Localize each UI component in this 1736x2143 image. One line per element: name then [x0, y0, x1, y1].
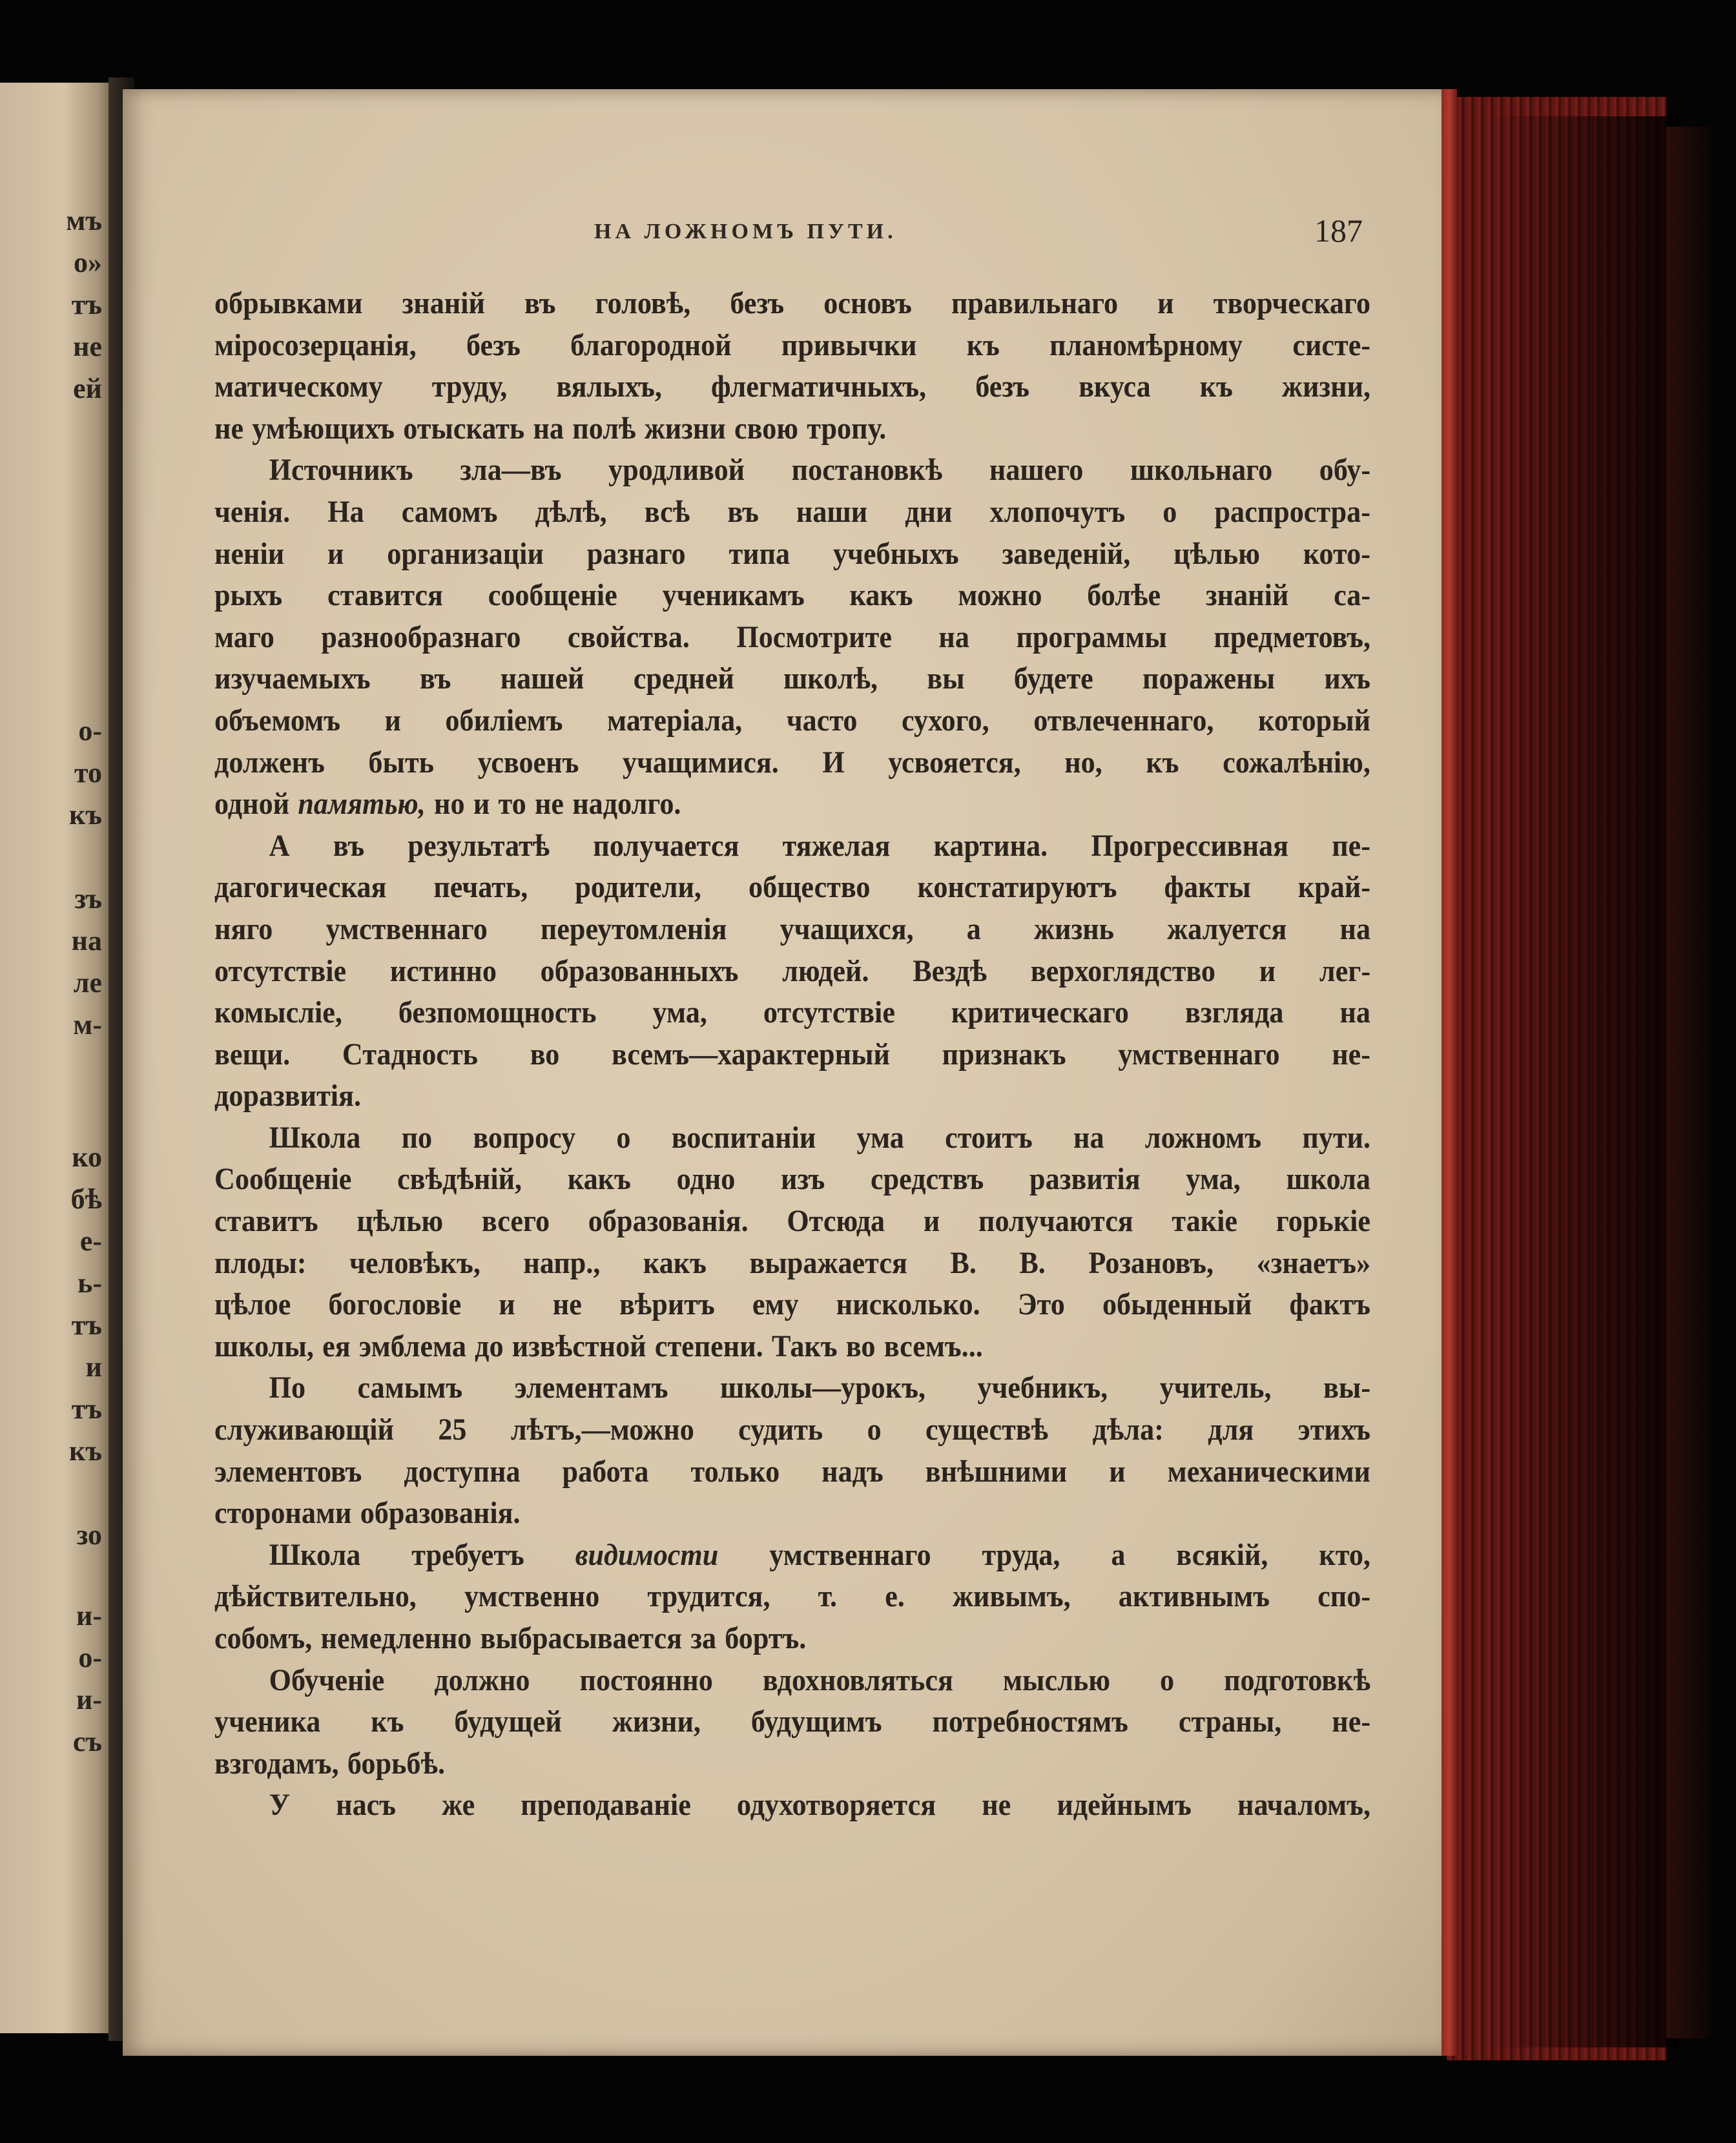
text-line: Сообщеніе свѣдѣній, какъ одно изъ средствъ развитія ума, школа	[214, 1162, 1370, 1197]
text-line: неніи и организаціи разнаго типа учебныхъ заведеній, цѣлью кото-	[214, 536, 1370, 571]
page-number: 187	[1314, 212, 1363, 249]
text-line: взгодамъ, борьбѣ.	[214, 1746, 445, 1781]
left-page-line-ending: тъ	[71, 289, 102, 320]
left-page-line-ending: е-	[79, 1225, 102, 1257]
text-line: Источникъ зла—въ уродливой постановкѣ нашего школьнаго обу-	[269, 453, 1371, 488]
text-line: элементовъ доступна работа только надъ внѣшними и механическими	[214, 1454, 1370, 1489]
text-line: рыхъ ставится сообщеніе ученикамъ какъ можно болѣе знаній са-	[214, 578, 1371, 613]
left-page-line-ending: къ	[68, 1435, 102, 1467]
text-line: Обученіе должно постоянно вдохновляться мыслью о подготовкѣ	[269, 1662, 1371, 1697]
text-line: міросозерцанія, безъ благородной привычки къ планомѣрному систе-	[214, 327, 1371, 362]
text-line: ставитъ цѣлью всего образованія. Отсюда и получаются такіе горькіе	[214, 1204, 1371, 1239]
left-page-line-ending: на	[71, 925, 102, 957]
text-line: Школа требуетъ видимости умственнаго труда, а всякій, кто,	[269, 1537, 1370, 1572]
text-line: одной памятью, но и то не надолго.	[214, 787, 681, 822]
left-page-line-ending: зо	[76, 1519, 102, 1551]
left-page-line-ending: о-	[78, 715, 102, 747]
left-page-line-ending: то	[74, 757, 102, 789]
book-cover-edge	[1666, 127, 1711, 2038]
text-line: А въ результатѣ получается тяжелая картина. Прогрессивная пе-	[269, 828, 1370, 863]
left-page-line-ending: тъ	[71, 1309, 102, 1341]
text-line: долженъ быть усвоенъ учащимися. И усвояется, но, къ сожалѣнію,	[214, 745, 1370, 780]
text-line: Школа по вопросу о воспитаніи ума стоитъ на ложномъ пути.	[269, 1120, 1371, 1155]
running-head	[123, 212, 1453, 251]
left-page-line-ending: ей	[73, 373, 102, 404]
left-page-line-ending: ь-	[78, 1267, 102, 1299]
left-page-line-ending: ко	[72, 1141, 102, 1173]
text-line: объемомъ и обиліемъ матеріала, часто сухого, отвлеченнаго, который	[214, 703, 1371, 738]
left-page-line-ending: м-	[73, 1009, 102, 1040]
body-text	[214, 283, 1370, 1827]
left-page-line-ending: бѣ	[70, 1183, 102, 1215]
text-line: дагогическая печать, родители, общество констатируютъ факты край-	[214, 870, 1371, 905]
text-line: няго умственнаго переутомленія учащихся, а жизнь жалуется на	[214, 911, 1371, 946]
left-page-line-ending: и-	[76, 1600, 102, 1631]
left-page-line-ending: о-	[78, 1642, 102, 1673]
text-line: По самымъ элементамъ школы—урокъ, учебникъ, учитель, вы-	[269, 1371, 1371, 1405]
text-line: дѣйствительно, умственно трудится, т. е. живымъ, активнымъ спо-	[214, 1579, 1371, 1614]
left-page-line-ending: о»	[74, 247, 102, 278]
text-line: школы, ея эмблема до извѣстной степени. Такъ во всемъ...	[214, 1329, 983, 1363]
left-page-line-ending: тъ	[71, 1393, 102, 1425]
page-edges-shadow	[1485, 116, 1679, 2047]
running-head-title: НА ЛОЖНОМЪ ПУТИ.	[594, 220, 897, 243]
text-line: собомъ, немедленно выбрасывается за бортъ.	[214, 1621, 807, 1655]
text-line: маго разнообразнаго свойства. Посмотрите на программы предметовъ,	[214, 619, 1371, 654]
text-line: ученика къ будущей жизни, будущимъ потребностямъ страны, не-	[214, 1704, 1371, 1739]
left-page-line-ending: зъ	[74, 883, 102, 915]
text-line: плоды: человѣкъ, напр., какъ выражается В. В. Розановъ, «знаетъ»	[214, 1245, 1371, 1280]
left-page-line-ending: и	[85, 1351, 102, 1383]
text-line: изучаемыхъ въ нашей средней школѣ, вы будете поражены ихъ	[214, 661, 1371, 696]
text-line: обрывками знаній въ головѣ, безъ основъ правильнаго и творческаго	[214, 286, 1370, 320]
text-line: комысліе, безпомощность ума, отсутствіе критическаго взгляда на	[214, 995, 1371, 1030]
left-page-line-ending: и-	[76, 1684, 102, 1715]
left-page-fragment	[0, 83, 115, 2033]
left-page-line-ending: мъ	[66, 205, 102, 236]
text-line: У насъ же преподаваніе одухотворяется не идейнымъ началомъ,	[269, 1788, 1371, 1823]
text-line: доразвитія.	[214, 1079, 361, 1113]
text-line: отсутствіе истинно образованныхъ людей. Вездѣ верхоглядство и лег-	[214, 953, 1371, 988]
text-line: ченія. На самомъ дѣлѣ, всѣ въ наши дни хлопочутъ о распростра-	[214, 494, 1370, 529]
text-line: цѣлое богословіе и не вѣритъ ему нисколько. Это обыденный фактъ	[214, 1287, 1370, 1322]
text-line: служивающій 25 лѣтъ,—можно судить о существѣ дѣла: для этихъ	[214, 1413, 1370, 1447]
left-page-line-ending: не	[73, 331, 102, 362]
book-page	[123, 89, 1453, 2056]
left-page-line-ending: съ	[72, 1726, 102, 1757]
text-line: сторонами образованія.	[214, 1496, 521, 1531]
left-page-line-ending: къ	[68, 799, 102, 831]
page-red-edge	[1442, 89, 1457, 2056]
text-line: не умѣющихъ отыскать на полѣ жизни свою тропу.	[214, 411, 887, 446]
left-page-line-ending: ле	[73, 967, 102, 999]
text-line: вещи. Стадность во всемъ—характерный признакъ умственнаго не-	[214, 1037, 1370, 1072]
text-line: матическому труду, вялыхъ, флегматичныхъ, безъ вкуса къ жизни,	[214, 369, 1371, 404]
